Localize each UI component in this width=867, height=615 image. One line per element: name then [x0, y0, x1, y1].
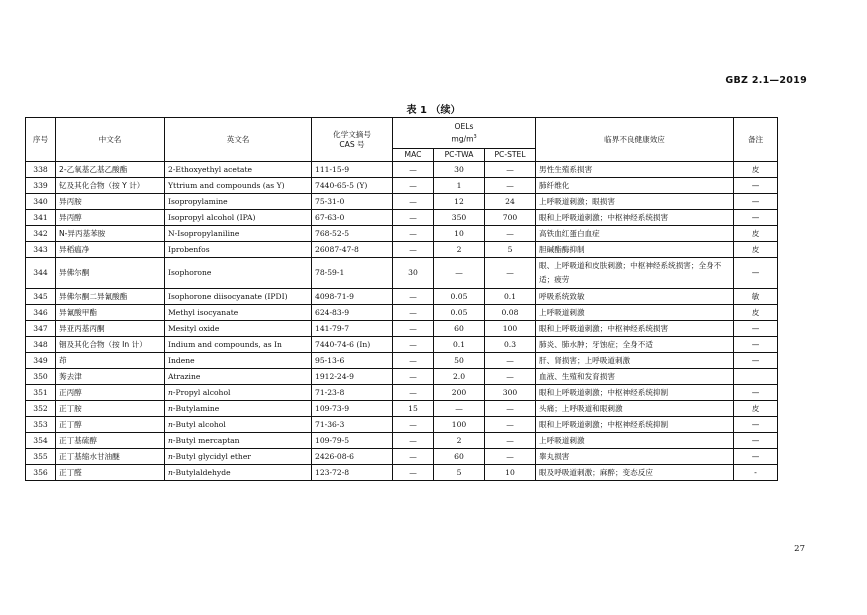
cell-pc-twa: 0.05 — [434, 305, 485, 321]
table-body — [26, 162, 778, 481]
cell-effect: 上呼吸道刺激 — [536, 305, 734, 321]
oels-table — [25, 117, 778, 481]
cell-mac: — — [393, 369, 434, 385]
cell-pc-stel: 0.1 — [485, 289, 536, 305]
header-mac: MAC — [393, 149, 434, 162]
cell-no: 354 — [26, 433, 56, 449]
cell-english-name: n-Butyl mercaptan — [165, 433, 312, 449]
cell-english-name: N-Isopropylaniline — [165, 226, 312, 242]
cell-no: 352 — [26, 401, 56, 417]
cell-chinese-name: 莠去津 — [56, 369, 165, 385]
cell-no: 341 — [26, 210, 56, 226]
cell-no: 356 — [26, 465, 56, 481]
cell-mac: 15 — [393, 401, 434, 417]
cell-effect: 上呼吸道刺激；眼损害 — [536, 194, 734, 210]
cell-note: 皮 — [734, 401, 778, 417]
table-row — [26, 433, 778, 449]
cell-pc-stel: — — [485, 353, 536, 369]
cell-no: 345 — [26, 289, 56, 305]
cell-cas: 123-72-8 — [312, 465, 393, 481]
cell-mac: — — [393, 465, 434, 481]
cell-pc-stel: 10 — [485, 465, 536, 481]
header-pc-stel: PC-STEL — [485, 149, 536, 162]
cell-mac: — — [393, 210, 434, 226]
cell-cas: 26087-47-8 — [312, 242, 393, 258]
cell-mac: — — [393, 385, 434, 401]
cell-no: 338 — [26, 162, 56, 178]
cell-pc-twa: 1 — [434, 178, 485, 194]
table-row — [26, 417, 778, 433]
cell-no: 344 — [26, 258, 56, 289]
table-row — [26, 337, 778, 353]
cell-cas: 75-31-0 — [312, 194, 393, 210]
cell-pc-twa: 2 — [434, 433, 485, 449]
cell-no: 339 — [26, 178, 56, 194]
cell-chinese-name: 异亚丙基丙酮 — [56, 321, 165, 337]
cell-mac: — — [393, 242, 434, 258]
table-row — [26, 465, 778, 481]
cell-pc-stel: 24 — [485, 194, 536, 210]
cell-effect: 肺炎、肺水肿；牙蚀症；全身不适 — [536, 337, 734, 353]
cell-cas: 111-15-9 — [312, 162, 393, 178]
cell-note: — — [734, 433, 778, 449]
cell-mac: — — [393, 194, 434, 210]
cell-english-name: Indene — [165, 353, 312, 369]
cell-pc-stel: 5 — [485, 242, 536, 258]
cell-mac: — — [393, 417, 434, 433]
cell-no: 347 — [26, 321, 56, 337]
cell-note: — — [734, 353, 778, 369]
cell-english-name: Iprobenfos — [165, 242, 312, 258]
cell-pc-stel: — — [485, 433, 536, 449]
table-row — [26, 369, 778, 385]
header-pc-twa: PC-TWA — [434, 149, 485, 162]
cell-pc-twa: 60 — [434, 321, 485, 337]
cell-note: — — [734, 417, 778, 433]
cell-english-name: 2-Ethoxyethyl acetate — [165, 162, 312, 178]
cell-pc-twa: 100 — [434, 417, 485, 433]
header-english-name: 英文名 — [165, 118, 312, 162]
cell-chinese-name: 正丁醇 — [56, 417, 165, 433]
cell-mac: — — [393, 226, 434, 242]
header-note: 备注 — [734, 118, 778, 162]
cell-note: 皮 — [734, 162, 778, 178]
header-cas — [312, 118, 393, 162]
cell-mac: — — [393, 178, 434, 194]
header-oels-label: OELs — [454, 121, 474, 131]
cell-pc-stel: — — [485, 162, 536, 178]
cell-cas: 624-83-9 — [312, 305, 393, 321]
cell-english-name: Methyl isocyanate — [165, 305, 312, 321]
cell-pc-twa: 12 — [434, 194, 485, 210]
cell-note: — — [734, 321, 778, 337]
cell-note: 皮 — [734, 305, 778, 321]
table-row — [26, 194, 778, 210]
table-row — [26, 401, 778, 417]
cell-pc-twa: — — [434, 258, 485, 289]
cell-pc-stel: — — [485, 369, 536, 385]
cell-no: 340 — [26, 194, 56, 210]
cell-effect: 肝、肾损害；上呼吸道刺激 — [536, 353, 734, 369]
table-row — [26, 305, 778, 321]
cell-cas: 768-52-5 — [312, 226, 393, 242]
cell-chinese-name: 异丙醇 — [56, 210, 165, 226]
table-row — [26, 210, 778, 226]
cell-effect: 眼和上呼吸道刺激；中枢神经系统损害 — [536, 210, 734, 226]
table-row — [26, 321, 778, 337]
table-row — [26, 178, 778, 194]
cell-effect: 肺纤维化 — [536, 178, 734, 194]
cell-cas: 109-79-5 — [312, 433, 393, 449]
cell-no: 351 — [26, 385, 56, 401]
cell-pc-twa: 10 — [434, 226, 485, 242]
cell-cas: 1912-24-9 — [312, 369, 393, 385]
cell-chinese-name: 正丙醇 — [56, 385, 165, 401]
table-caption: 表 1 （续） — [406, 105, 461, 116]
table-row — [26, 449, 778, 465]
header-effect: 临界不良健康效应 — [536, 118, 734, 162]
cell-mac: — — [393, 337, 434, 353]
cell-note: — — [734, 178, 778, 194]
cell-english-name: Atrazine — [165, 369, 312, 385]
table-header-row — [26, 118, 778, 149]
cell-english-name: Isopropylamine — [165, 194, 312, 210]
cell-english-name: n-Propyl alcohol — [165, 385, 312, 401]
cell-english-name: Indium and compounds, as In — [165, 337, 312, 353]
cell-pc-stel: — — [485, 226, 536, 242]
cell-cas: 109-73-9 — [312, 401, 393, 417]
cell-note: - — [734, 465, 778, 481]
cell-note: 敏 — [734, 289, 778, 305]
cell-pc-stel: — — [485, 417, 536, 433]
cell-effect: 头痛；上呼吸道和眼刺激 — [536, 401, 734, 417]
table-row — [26, 353, 778, 369]
cell-cas: 7440-65-5 (Y) — [312, 178, 393, 194]
cell-chinese-name: 正丁胺 — [56, 401, 165, 417]
table-row — [26, 385, 778, 401]
page-number: 27 — [794, 544, 805, 554]
cell-mac: — — [393, 162, 434, 178]
table-row — [26, 289, 778, 305]
table-row — [26, 226, 778, 242]
cell-pc-stel: — — [485, 258, 536, 289]
cell-pc-twa: 350 — [434, 210, 485, 226]
cell-chinese-name: N-异丙基苯胺 — [56, 226, 165, 242]
cell-note: — — [734, 449, 778, 465]
cell-cas: 71-36-3 — [312, 417, 393, 433]
cell-chinese-name: 异氰酸甲酯 — [56, 305, 165, 321]
cell-english-name: n-Butylamine — [165, 401, 312, 417]
cell-english-name: Isopropyl alcohol (IPA) — [165, 210, 312, 226]
cell-mac: — — [393, 353, 434, 369]
cell-english-name: Isophorone — [165, 258, 312, 289]
cell-effect: 高铁血红蛋白血症 — [536, 226, 734, 242]
cell-cas: 4098-71-9 — [312, 289, 393, 305]
cell-chinese-name: 正丁基硫醇 — [56, 433, 165, 449]
cell-effect: 睾丸损害 — [536, 449, 734, 465]
cell-no: 346 — [26, 305, 56, 321]
cell-chinese-name: 异稻瘟净 — [56, 242, 165, 258]
cell-no: 353 — [26, 417, 56, 433]
cell-no: 343 — [26, 242, 56, 258]
cell-chinese-name: 异丙胺 — [56, 194, 165, 210]
cell-note: — — [734, 258, 778, 289]
cell-mac: — — [393, 449, 434, 465]
cell-chinese-name: 正丁基缩水甘油醚 — [56, 449, 165, 465]
cell-english-name: Mesityl oxide — [165, 321, 312, 337]
cell-no: 355 — [26, 449, 56, 465]
cell-effect: 上呼吸道刺激 — [536, 433, 734, 449]
cell-mac: — — [393, 433, 434, 449]
cell-mac: — — [393, 305, 434, 321]
cell-pc-stel: 300 — [485, 385, 536, 401]
cell-cas: 7440-74-6 (In) — [312, 337, 393, 353]
header-cas-line2: CAS 号 — [339, 139, 365, 149]
cell-english-name: n-Butylaldehyde — [165, 465, 312, 481]
table-row — [26, 162, 778, 178]
header-cas-line1: 化学文摘号 — [333, 129, 371, 139]
cell-chinese-name: 正丁醛 — [56, 465, 165, 481]
table-row — [26, 242, 778, 258]
cell-pc-stel: 700 — [485, 210, 536, 226]
standard-number: GBZ 2.1—2019 — [725, 75, 807, 86]
cell-pc-twa: 30 — [434, 162, 485, 178]
cell-pc-stel: 0.08 — [485, 305, 536, 321]
cell-pc-twa: 200 — [434, 385, 485, 401]
cell-effect: 胆碱酯酶抑制 — [536, 242, 734, 258]
cell-effect: 男性生殖系损害 — [536, 162, 734, 178]
header-oels — [393, 118, 536, 149]
cell-effect: 呼吸系统致敏 — [536, 289, 734, 305]
cell-cas: 67-63-0 — [312, 210, 393, 226]
cell-cas: 71-23-8 — [312, 385, 393, 401]
cell-english-name: n-Butyl glycidyl ether — [165, 449, 312, 465]
cell-note: — — [734, 210, 778, 226]
cell-chinese-name: 铟及其化合物（按 In 计） — [56, 337, 165, 353]
cell-cas: 95-13-6 — [312, 353, 393, 369]
cell-note: 皮 — [734, 226, 778, 242]
cell-pc-stel: 0.3 — [485, 337, 536, 353]
cell-pc-stel: — — [485, 178, 536, 194]
cell-no: 349 — [26, 353, 56, 369]
cell-pc-twa: 5 — [434, 465, 485, 481]
cell-no: 350 — [26, 369, 56, 385]
cell-english-name: Isophorone diisocyanate (IPDI) — [165, 289, 312, 305]
cell-note: — — [734, 337, 778, 353]
cell-note: — — [734, 385, 778, 401]
cell-english-name: n-Butyl alcohol — [165, 417, 312, 433]
cell-pc-stel: 100 — [485, 321, 536, 337]
cell-effect: 血液、生殖和发育损害 — [536, 369, 734, 385]
header-oels-unit: $mg/m^3$ — [451, 133, 477, 144]
cell-no: 342 — [26, 226, 56, 242]
cell-note — [734, 369, 778, 385]
cell-pc-twa: 0.1 — [434, 337, 485, 353]
cell-pc-twa: — — [434, 401, 485, 417]
cell-note: 皮 — [734, 242, 778, 258]
cell-pc-twa: 60 — [434, 449, 485, 465]
cell-pc-twa: 2.0 — [434, 369, 485, 385]
cell-chinese-name: 异佛尔酮 — [56, 258, 165, 289]
cell-effect: 眼及呼吸道刺激；麻醉；变态反应 — [536, 465, 734, 481]
cell-chinese-name: 异佛尔酮二异氰酸酯 — [56, 289, 165, 305]
cell-no: 348 — [26, 337, 56, 353]
cell-pc-twa: 0.05 — [434, 289, 485, 305]
cell-english-name: Yttrium and compounds (as Y) — [165, 178, 312, 194]
cell-cas: 141-79-7 — [312, 321, 393, 337]
table-row — [26, 258, 778, 289]
cell-mac: 30 — [393, 258, 434, 289]
cell-effect: 眼、上呼吸道和皮肤刺激；中枢神经系统损害；全身不适；疲劳 — [536, 258, 734, 289]
header-no: 序号 — [26, 118, 56, 162]
cell-note: — — [734, 194, 778, 210]
cell-chinese-name: 茚 — [56, 353, 165, 369]
cell-chinese-name: 钇及其化合物（按 Y 计） — [56, 178, 165, 194]
cell-effect: 眼和上呼吸道刺激；中枢神经系统损害 — [536, 321, 734, 337]
cell-cas: 78-59-1 — [312, 258, 393, 289]
cell-effect: 眼和上呼吸道刺激；中枢神经系统抑制 — [536, 385, 734, 401]
cell-pc-stel: — — [485, 401, 536, 417]
cell-pc-twa: 2 — [434, 242, 485, 258]
cell-mac: — — [393, 321, 434, 337]
cell-mac: — — [393, 289, 434, 305]
cell-pc-twa: 50 — [434, 353, 485, 369]
cell-effect: 眼和上呼吸道刺激；中枢神经系统抑制 — [536, 417, 734, 433]
cell-chinese-name: 2-乙氧基乙基乙酸酯 — [56, 162, 165, 178]
header-chinese-name: 中文名 — [56, 118, 165, 162]
cell-cas: 2426-08-6 — [312, 449, 393, 465]
cell-pc-stel: — — [485, 449, 536, 465]
